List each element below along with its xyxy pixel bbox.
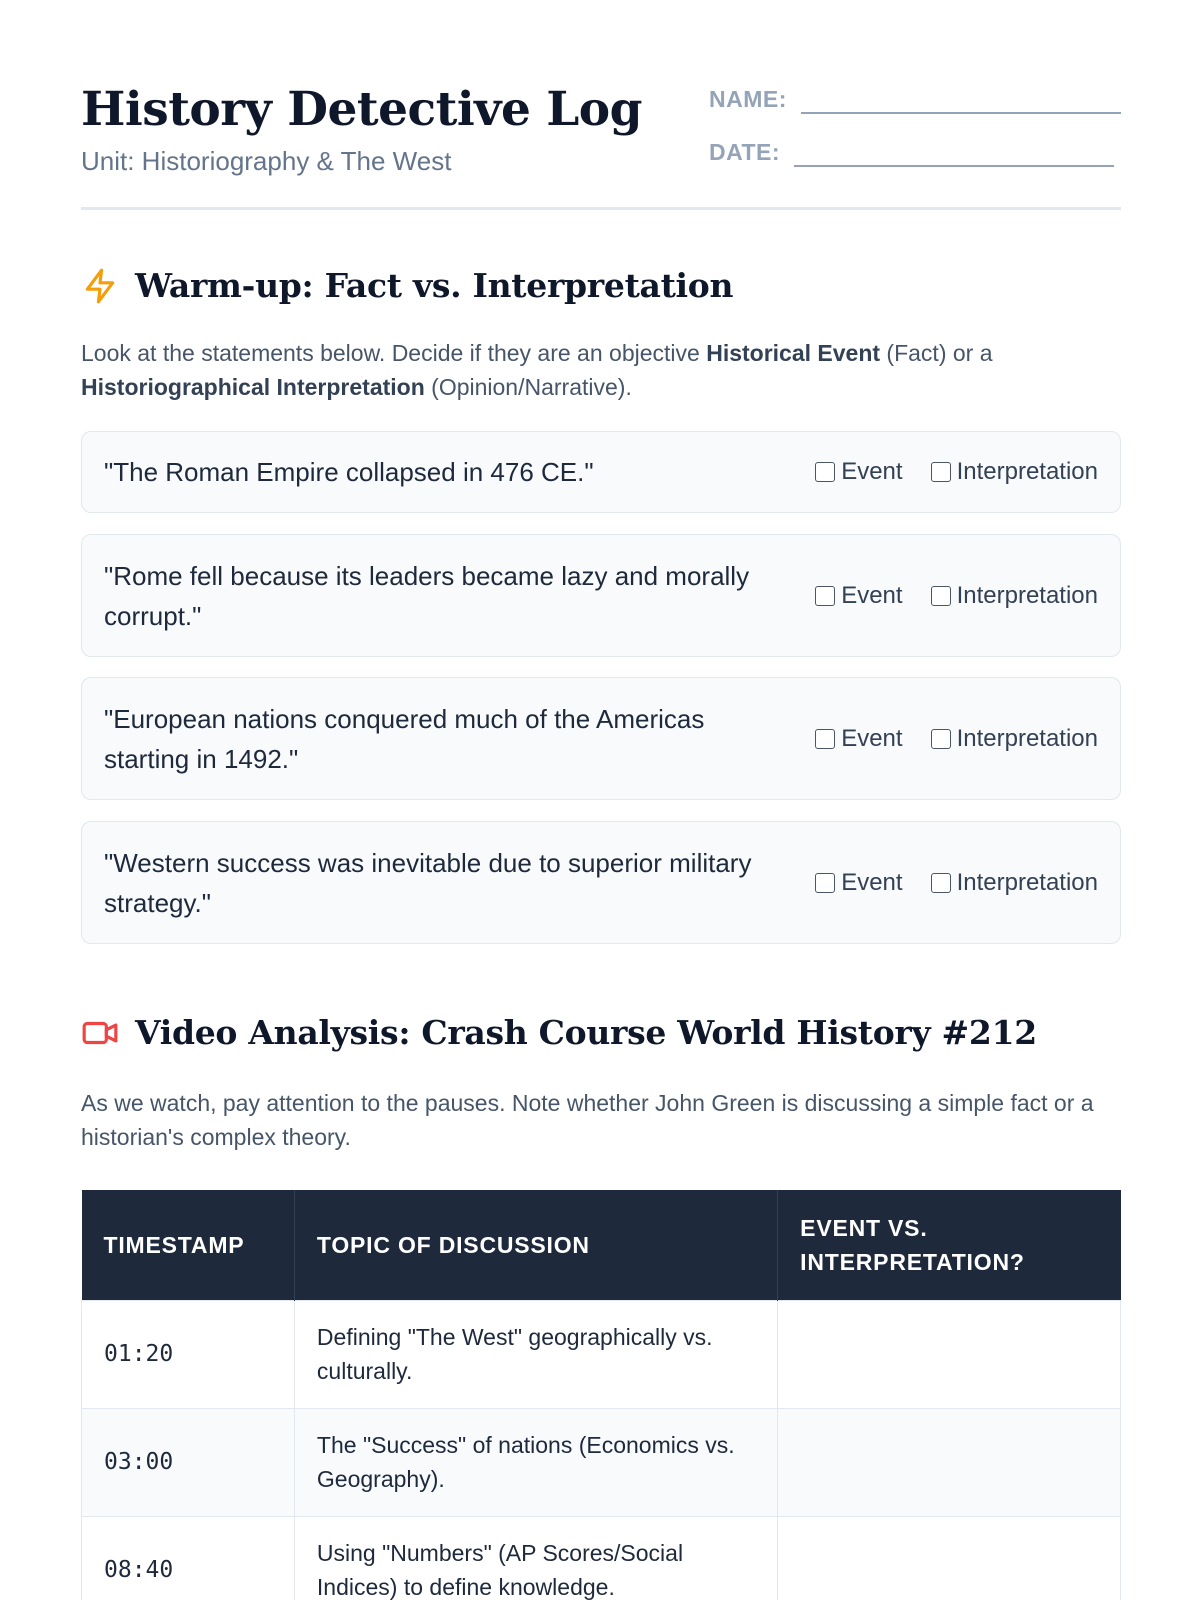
event-option[interactable]: [815, 725, 902, 753]
instructions-text-3: (Opinion/Narrative).: [424, 374, 632, 400]
statement-options: [815, 582, 1098, 610]
event-option[interactable]: [815, 582, 902, 610]
event-label: Event: [841, 581, 903, 609]
instructions-text-1: Look at the statements below. Decide if they are an objective: [81, 340, 707, 366]
video-instructions: As we watch, pay attention to the pauses. Note whether John Green is discussing a simple fact or a historian's complex theory.: [81, 1090, 1094, 1150]
answer-cell[interactable]: [778, 1516, 1121, 1600]
name-label: NAME:: [709, 86, 787, 112]
unit-subtitle: Unit: Historiography & The West: [81, 146, 452, 176]
lightning-bolt-icon: [81, 267, 119, 305]
statement-text: "Rome fell because its leaders became lazy and morally corrupt.": [104, 560, 750, 631]
interpretation-checkbox[interactable]: [931, 462, 951, 482]
instructions-bold-event: Historical Event: [706, 340, 881, 366]
event-label: Event: [841, 868, 903, 896]
event-label: Event: [841, 724, 903, 752]
statement-options: [815, 725, 1098, 753]
interpretation-option[interactable]: [931, 869, 1098, 897]
event-label: Event: [841, 458, 903, 485]
event-checkbox[interactable]: [815, 729, 835, 749]
statement-card: [81, 534, 1121, 657]
date-field[interactable]: [709, 139, 1114, 166]
event-option[interactable]: [815, 458, 902, 486]
video-camera-icon: [81, 1014, 119, 1052]
statement-card: [81, 677, 1121, 800]
warmup-title: Warm-up: Fact vs. Interpretation: [135, 266, 734, 305]
column-header-answer: EVENT VS. INTERPRETATION?: [778, 1190, 1121, 1300]
date-blank-line[interactable]: [794, 165, 1114, 167]
instructions-bold-interpretation: Historiographical Interpretation: [81, 374, 425, 400]
statement-options: [815, 458, 1098, 486]
topic-cell: Using "Numbers" (AP Scores/Social Indices) to define knowledge.: [294, 1516, 777, 1600]
interpretation-label: Interpretation: [956, 724, 1098, 752]
table-row: [82, 1516, 1121, 1600]
interpretation-option[interactable]: [931, 458, 1098, 486]
instructions-text-2: (Fact) or a: [880, 340, 993, 366]
interpretation-label: Interpretation: [956, 581, 1098, 609]
topic-cell: The "Success" of nations (Economics vs. Geography).: [294, 1408, 777, 1516]
interpretation-option[interactable]: [931, 582, 1098, 610]
event-checkbox[interactable]: [815, 873, 835, 893]
statement-options: [815, 869, 1098, 897]
column-header-topic: TOPIC OF DISCUSSION: [294, 1190, 777, 1300]
warmup-instructions: [81, 336, 1121, 404]
name-blank-line[interactable]: [801, 112, 1121, 114]
worksheet-page: [81, 0, 1121, 1600]
timestamp-cell: 08:40: [82, 1516, 295, 1600]
timestamp-cell: 03:00: [82, 1408, 295, 1516]
video-title: Video Analysis: Crash Course World History #212: [135, 1013, 1037, 1052]
interpretation-checkbox[interactable]: [931, 729, 951, 749]
topic-cell: Defining "The West" geographically vs. culturally.: [294, 1300, 777, 1408]
event-option[interactable]: [815, 869, 902, 897]
event-checkbox[interactable]: [815, 586, 835, 606]
warmup-heading: [81, 266, 733, 305]
video-analysis-table: [81, 1190, 1121, 1600]
video-heading: [81, 1013, 1037, 1052]
date-label: DATE:: [709, 139, 781, 165]
table-row: [82, 1300, 1121, 1408]
worksheet-header: [81, 0, 1121, 210]
statement-text: "Western success was inevitable due to superior military strategy.": [104, 847, 752, 918]
statement-text: "European nations conquered much of the Americas starting in 1492.": [104, 703, 705, 774]
interpretation-option[interactable]: [931, 725, 1098, 753]
interpretation-checkbox[interactable]: [931, 586, 951, 606]
statement-text: "The Roman Empire collapsed in 476 CE.": [104, 457, 594, 487]
interpretation-label: Interpretation: [956, 868, 1098, 896]
event-checkbox[interactable]: [815, 462, 835, 482]
statement-card: [81, 821, 1121, 944]
name-field[interactable]: [709, 86, 1121, 113]
answer-cell[interactable]: [778, 1408, 1121, 1516]
column-header-timestamp: TIMESTAMP: [82, 1190, 295, 1300]
statement-card: [81, 431, 1121, 513]
page-title: History Detective Log: [81, 82, 643, 137]
interpretation-checkbox[interactable]: [931, 873, 951, 893]
timestamp-cell: 01:20: [82, 1300, 295, 1408]
table-row: [82, 1408, 1121, 1516]
interpretation-label: Interpretation: [956, 458, 1098, 485]
answer-cell[interactable]: [778, 1300, 1121, 1408]
table-header-row: [82, 1190, 1121, 1300]
